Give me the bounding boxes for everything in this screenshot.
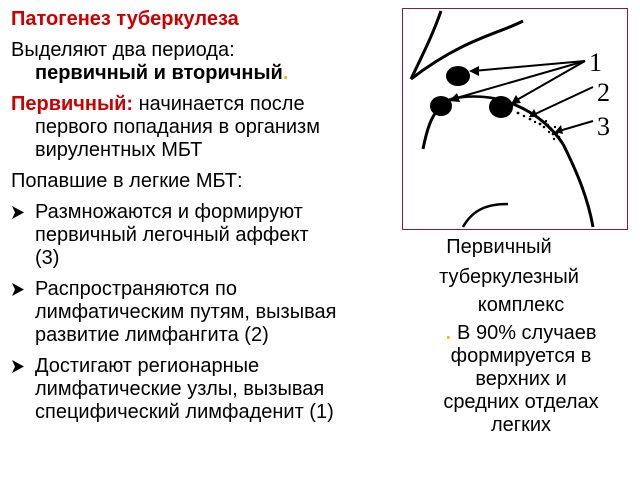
lymphangitis-dots (517, 112, 561, 141)
bullet-arrow-icon (11, 205, 25, 220)
text-panel (11, 8, 406, 432)
figure-label-3: 3 (597, 112, 610, 141)
figure-label-2: 2 (597, 78, 610, 107)
bullet-line: лимфатические узлы, вызывая (35, 378, 325, 400)
figure-caption (412, 232, 630, 437)
lymph-node (489, 96, 513, 118)
caption-line: формируется в (450, 345, 592, 367)
bullet-list (11, 201, 406, 424)
bullet-line: Распространяются по (35, 278, 237, 300)
bullet-line: специфический лимфаденит (1) (35, 401, 334, 423)
caption-note (412, 322, 630, 437)
primary-text: начинается после (133, 93, 305, 115)
bullet-line: Достигают регионарные (35, 355, 260, 377)
bullet-arrow-icon (11, 359, 25, 374)
periods-dot: . (282, 62, 289, 84)
caption-line: средних отделах (443, 391, 599, 413)
caption-line: Первичный (446, 236, 552, 258)
figure-label-1: 1 (589, 48, 602, 77)
caption-line: верхних и (475, 368, 567, 390)
bullet-line: лимфатическим путям, вызывая (35, 301, 337, 323)
caption-dot: . (445, 322, 452, 344)
lung-outline (563, 144, 593, 227)
lymph-node (430, 96, 452, 116)
caption-line: комплекс (477, 294, 565, 316)
lungs-intro: Попавшие в легкие МБТ: (11, 170, 243, 192)
bullet-line: Размножаются и формируют (35, 201, 303, 223)
bullet-line: (3) (35, 247, 60, 269)
lung-outline (513, 104, 563, 144)
periods-intro: Выделяют два периода: (11, 39, 235, 61)
periods-paragraph (11, 39, 406, 85)
list-item (11, 355, 406, 424)
list-item (11, 278, 406, 347)
primary-text-line2: первого попадания в организм (35, 116, 320, 138)
caption-line: туберкулезный (439, 266, 579, 288)
list-item (11, 201, 406, 270)
bullet-arrow-icon (11, 282, 25, 297)
slide-title: Патогенез туберкулеза (11, 8, 239, 30)
bullet-line: развитие лимфангита (2) (35, 324, 269, 346)
lymph-node (446, 66, 470, 86)
caption-line: легких (490, 414, 551, 436)
caption-line: В 90% случаев (457, 322, 597, 344)
lung-diagram (403, 9, 627, 229)
periods-value-line (11, 62, 406, 85)
bullet-line: первичный легочный аффект (35, 224, 309, 246)
primary-paragraph (11, 93, 406, 162)
lung-outline (463, 204, 508, 227)
primary-text-line3: вирулентных МБТ (35, 139, 203, 161)
periods-value: первичный и вторичный (35, 62, 283, 84)
primary-complex-figure (402, 8, 628, 230)
primary-label: Первичный: (11, 93, 134, 115)
